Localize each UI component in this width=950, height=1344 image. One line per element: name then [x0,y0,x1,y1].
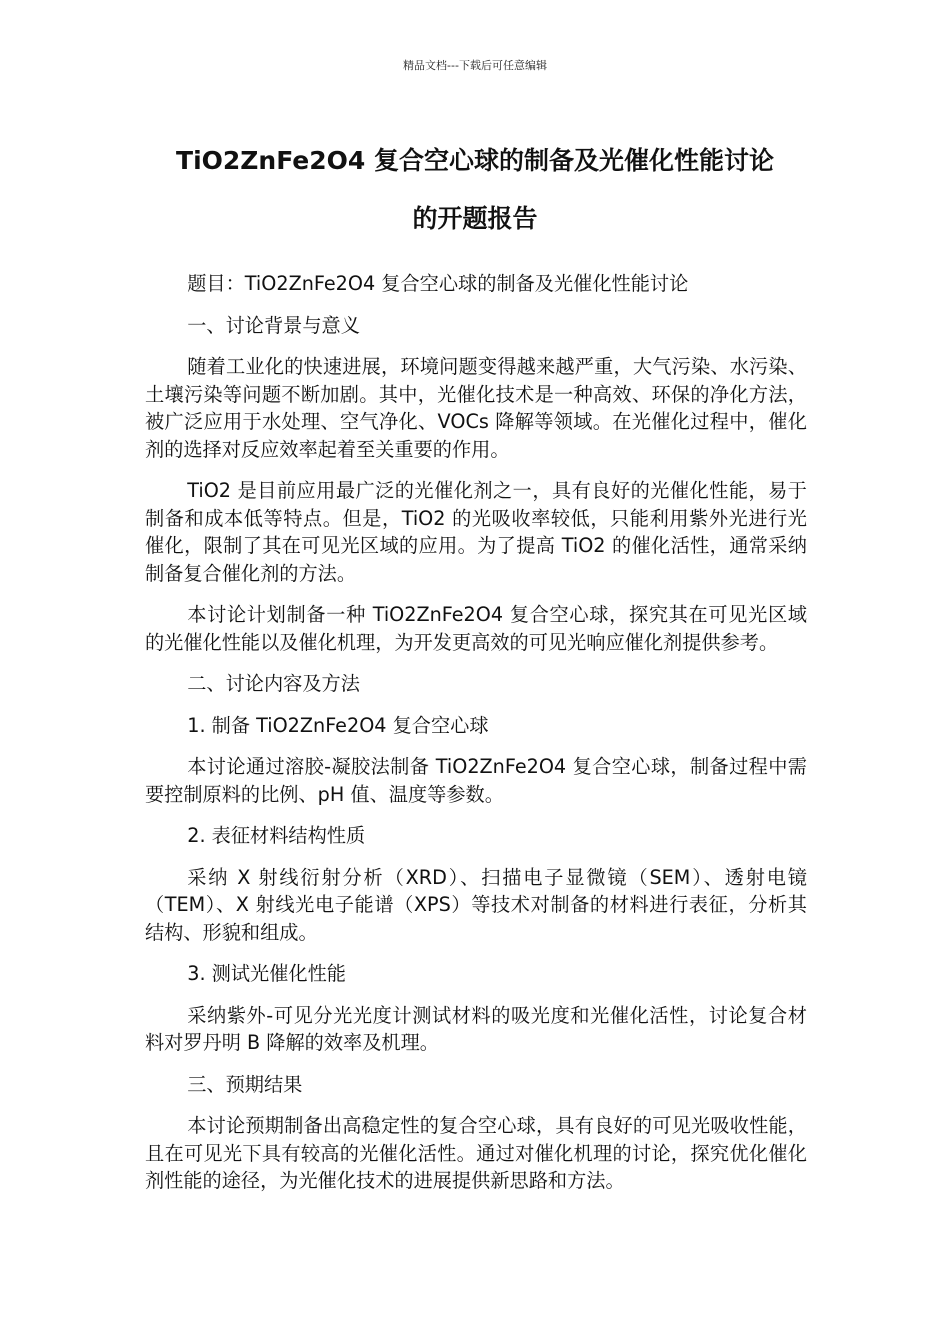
paragraph-preparation: 本讨论通过溶胶-凝胶法制备 TiO2ZnFe2O4 复合空心球，制备过程中需要控制原料的比例、pH 值、温度等参数。 [145,755,807,806]
paragraph-background-3: 本讨论计划制备一种 TiO2ZnFe2O4 复合空心球，探究其在可见光区域的光催化性能以及催化机理，为开发更高效的可见光响应催化剂提供参考。 [145,603,807,654]
document-title [120,132,830,248]
subheading-testing: 3. 测试光催化性能 [187,962,346,985]
paragraph-background-1: 随着工业化的快速进展，环境问题变得越来越严重，大气污染、水污染、土壤污染等问题不断加剧。其中，光催化技术是一种高效、环保的净化方法，被广泛应用于水处理、空气净化、VOCs 降解等领域。在光催化过程中，催化剂的选择对反应效率起着至关重要的作用。 [145,355,807,461]
section-heading-methods: 二、讨论内容及方法 [187,672,360,695]
subheading-characterization: 2. 表征材料结构性质 [187,824,366,847]
section-heading-background: 一、讨论背景与意义 [187,313,360,337]
subheading-preparation: 1. 制备 TiO2ZnFe2O4 复合空心球 [187,713,489,737]
paragraph-results: 本讨论预期制备出高稳定性的复合空心球，具有良好的可见光吸收性能，且在可见光下具有较高的光催化活性。通过对催化机理的讨论，探究优化催化剂性能的途径，为光催化技术的进展提供新思路和方法。 [145,1114,807,1192]
title-line-2: 的开题报告 [412,204,538,233]
paragraph-characterization: 采纳 X 射线衍射分析（XRD）、扫描电子显微镜（SEM）、透射电镜（TEM）、X 射线光电子能谱（XPS）等技术对制备的材料进行表征，分析其结构、形貌和组成。 [145,865,807,944]
title-line-1: TiO2ZnFe2O4 复合空心球的制备及光催化性能讨论 [176,146,774,175]
page-header: 精品文档---下载后可任意编辑 [403,59,547,72]
topic-line: 题目：TiO2ZnFe2O4 复合空心球的制备及光催化性能讨论 [187,272,689,295]
paragraph-testing: 采纳紫外-可见分光光度计测试材料的吸光度和光催化活性，讨论复合材料对罗丹明 B 降解的效率及机理。 [145,1003,807,1054]
paragraph-background-2: TiO2 是目前应用最广泛的光催化剂之一，具有良好的光催化性能，易于制备和成本低等特点。但是，TiO2 的光吸收率较低，只能利用紫外光进行光催化，限制了其在可见光区域的应用。为了提高 TiO2 的催化活性，通常采纳制备复合催化剂的方法。 [145,479,807,585]
section-heading-results: 三、预期结果 [187,1072,303,1096]
document-body [145,270,807,1209]
